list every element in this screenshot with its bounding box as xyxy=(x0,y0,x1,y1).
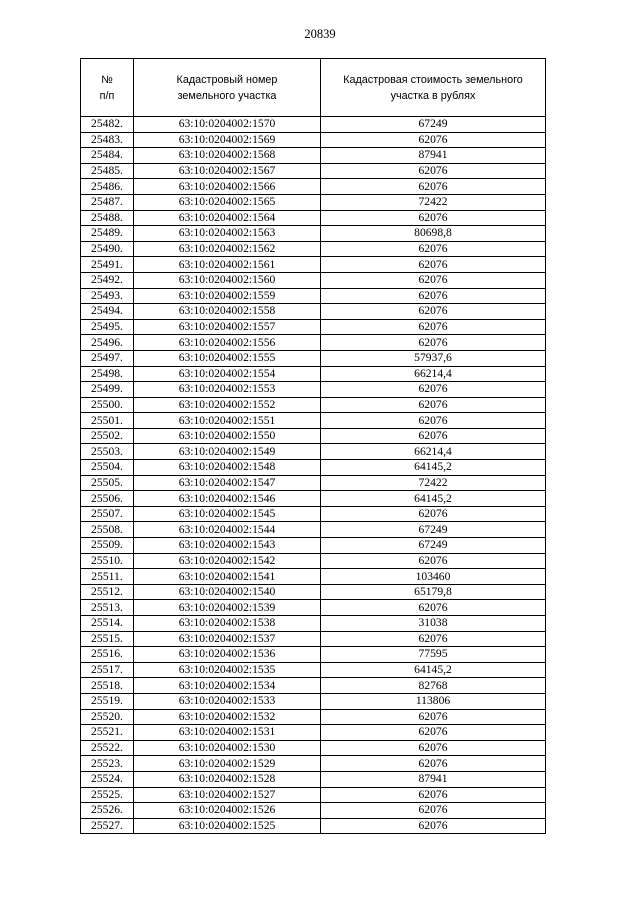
cell-row-number: 25490. xyxy=(81,241,134,257)
cell-row-number: 25485. xyxy=(81,163,134,179)
cell-row-number: 25515. xyxy=(81,631,134,647)
cell-cadastral-number: 63:10:0204002:1532 xyxy=(134,709,321,725)
cell-cadastral-value: 64145,2 xyxy=(321,460,546,476)
cell-cadastral-value: 62076 xyxy=(321,132,546,148)
cell-row-number: 25486. xyxy=(81,179,134,195)
table-row xyxy=(81,787,546,803)
table-row xyxy=(81,257,546,273)
header-line: участка в рублях xyxy=(390,89,476,102)
cell-row-number: 25513. xyxy=(81,600,134,616)
cell-cadastral-value: 77595 xyxy=(321,647,546,663)
table-row xyxy=(81,616,546,632)
cell-cadastral-value: 64145,2 xyxy=(321,491,546,507)
cell-cadastral-number: 63:10:0204002:1552 xyxy=(134,397,321,413)
cell-cadastral-value: 62076 xyxy=(321,304,546,320)
cell-cadastral-number: 63:10:0204002:1538 xyxy=(134,616,321,632)
cell-cadastral-value: 67249 xyxy=(321,117,546,133)
cell-row-number: 25525. xyxy=(81,787,134,803)
cell-row-number: 25512. xyxy=(81,584,134,600)
table-row xyxy=(81,506,546,522)
table-row xyxy=(81,132,546,148)
cell-row-number: 25504. xyxy=(81,460,134,476)
table-row xyxy=(81,491,546,507)
cell-cadastral-number: 63:10:0204002:1567 xyxy=(134,163,321,179)
cell-cadastral-number: 63:10:0204002:1557 xyxy=(134,319,321,335)
cell-cadastral-value: 62076 xyxy=(321,179,546,195)
cell-row-number: 25526. xyxy=(81,803,134,819)
cell-row-number: 25521. xyxy=(81,725,134,741)
header-cadastral-number xyxy=(134,59,321,117)
cell-cadastral-number: 63:10:0204002:1550 xyxy=(134,428,321,444)
cell-cadastral-value: 80698,8 xyxy=(321,226,546,242)
cell-cadastral-value: 66214,4 xyxy=(321,444,546,460)
cell-row-number: 25509. xyxy=(81,538,134,554)
table-row xyxy=(81,569,546,585)
cell-cadastral-number: 63:10:0204002:1566 xyxy=(134,179,321,195)
cell-cadastral-value: 72422 xyxy=(321,194,546,210)
cell-cadastral-number: 63:10:0204002:1529 xyxy=(134,756,321,772)
header-line: Кадастровая стоимость земельного xyxy=(343,73,523,86)
header-line: Кадастровый номер xyxy=(176,73,278,86)
cell-row-number: 25514. xyxy=(81,616,134,632)
table-row xyxy=(81,647,546,663)
cell-cadastral-value: 57937,6 xyxy=(321,350,546,366)
table-row xyxy=(81,335,546,351)
table-row xyxy=(81,725,546,741)
cell-cadastral-number: 63:10:0204002:1559 xyxy=(134,288,321,304)
cell-cadastral-value: 66214,4 xyxy=(321,366,546,382)
cell-cadastral-number: 63:10:0204002:1539 xyxy=(134,600,321,616)
cell-cadastral-value: 62076 xyxy=(321,818,546,834)
table-header-row xyxy=(81,59,546,117)
cell-cadastral-value: 82768 xyxy=(321,678,546,694)
table-row xyxy=(81,179,546,195)
cell-cadastral-number: 63:10:0204002:1555 xyxy=(134,350,321,366)
cell-cadastral-number: 63:10:0204002:1526 xyxy=(134,803,321,819)
cell-cadastral-value: 62076 xyxy=(321,553,546,569)
cell-row-number: 25498. xyxy=(81,366,134,382)
cell-row-number: 25506. xyxy=(81,491,134,507)
cell-cadastral-value: 62076 xyxy=(321,241,546,257)
cell-row-number: 25499. xyxy=(81,382,134,398)
cell-row-number: 25523. xyxy=(81,756,134,772)
cell-cadastral-number: 63:10:0204002:1542 xyxy=(134,553,321,569)
table-row xyxy=(81,538,546,554)
cell-cadastral-value: 67249 xyxy=(321,538,546,554)
table-row xyxy=(81,366,546,382)
table-row xyxy=(81,756,546,772)
table-row xyxy=(81,584,546,600)
cell-cadastral-value: 62076 xyxy=(321,756,546,772)
cell-cadastral-number: 63:10:0204002:1564 xyxy=(134,210,321,226)
cell-cadastral-value: 62076 xyxy=(321,600,546,616)
table-row xyxy=(81,709,546,725)
table-row xyxy=(81,319,546,335)
table-row xyxy=(81,428,546,444)
cell-cadastral-value: 62076 xyxy=(321,709,546,725)
table-row xyxy=(81,413,546,429)
table-row xyxy=(81,678,546,694)
cell-cadastral-value: 113806 xyxy=(321,693,546,709)
cell-cadastral-value: 62076 xyxy=(321,272,546,288)
table-row xyxy=(81,397,546,413)
cell-cadastral-number: 63:10:0204002:1560 xyxy=(134,272,321,288)
cell-cadastral-value: 62076 xyxy=(321,257,546,273)
cell-cadastral-number: 63:10:0204002:1568 xyxy=(134,148,321,164)
table-row xyxy=(81,818,546,834)
cell-cadastral-number: 63:10:0204002:1535 xyxy=(134,662,321,678)
cell-cadastral-value: 62076 xyxy=(321,725,546,741)
header-cadastral-value xyxy=(321,59,546,117)
cell-row-number: 25495. xyxy=(81,319,134,335)
cell-cadastral-value: 31038 xyxy=(321,616,546,632)
cell-row-number: 25489. xyxy=(81,226,134,242)
cell-cadastral-value: 67249 xyxy=(321,522,546,538)
table-row xyxy=(81,210,546,226)
cell-cadastral-number: 63:10:0204002:1558 xyxy=(134,304,321,320)
cell-row-number: 25508. xyxy=(81,522,134,538)
cell-row-number: 25487. xyxy=(81,194,134,210)
table-row xyxy=(81,163,546,179)
cell-row-number: 25496. xyxy=(81,335,134,351)
cell-row-number: 25522. xyxy=(81,740,134,756)
table-row xyxy=(81,475,546,491)
cell-row-number: 25503. xyxy=(81,444,134,460)
table-row xyxy=(81,241,546,257)
cell-cadastral-value: 103460 xyxy=(321,569,546,585)
table-row xyxy=(81,382,546,398)
table-row xyxy=(81,148,546,164)
cell-row-number: 25505. xyxy=(81,475,134,491)
table-row xyxy=(81,288,546,304)
cell-row-number: 25494. xyxy=(81,304,134,320)
cell-cadastral-value: 62076 xyxy=(321,210,546,226)
cell-cadastral-number: 63:10:0204002:1551 xyxy=(134,413,321,429)
table-row xyxy=(81,771,546,787)
cell-row-number: 25520. xyxy=(81,709,134,725)
cell-cadastral-number: 63:10:0204002:1543 xyxy=(134,538,321,554)
cell-row-number: 25507. xyxy=(81,506,134,522)
cell-cadastral-value: 62076 xyxy=(321,740,546,756)
cell-cadastral-number: 63:10:0204002:1527 xyxy=(134,787,321,803)
cell-cadastral-value: 87941 xyxy=(321,771,546,787)
cell-cadastral-number: 63:10:0204002:1531 xyxy=(134,725,321,741)
cell-cadastral-number: 63:10:0204002:1525 xyxy=(134,818,321,834)
header-line: земельного участка xyxy=(177,89,277,102)
cell-row-number: 25527. xyxy=(81,818,134,834)
cell-cadastral-value: 62076 xyxy=(321,803,546,819)
table-row xyxy=(81,553,546,569)
cell-cadastral-value: 64145,2 xyxy=(321,662,546,678)
cell-row-number: 25518. xyxy=(81,678,134,694)
cell-cadastral-number: 63:10:0204002:1530 xyxy=(134,740,321,756)
table-row xyxy=(81,803,546,819)
cell-cadastral-number: 63:10:0204002:1537 xyxy=(134,631,321,647)
cell-row-number: 25488. xyxy=(81,210,134,226)
cell-row-number: 25500. xyxy=(81,397,134,413)
table-row xyxy=(81,194,546,210)
header-line: п/п xyxy=(99,89,115,102)
table-row xyxy=(81,693,546,709)
cell-cadastral-value: 62076 xyxy=(321,319,546,335)
cell-row-number: 25491. xyxy=(81,257,134,273)
table-row xyxy=(81,460,546,476)
table-body xyxy=(81,117,546,834)
cell-row-number: 25483. xyxy=(81,132,134,148)
cell-cadastral-number: 63:10:0204002:1549 xyxy=(134,444,321,460)
cell-cadastral-number: 63:10:0204002:1569 xyxy=(134,132,321,148)
cell-cadastral-number: 63:10:0204002:1561 xyxy=(134,257,321,273)
table-row xyxy=(81,117,546,133)
table-row xyxy=(81,600,546,616)
cell-cadastral-number: 63:10:0204002:1541 xyxy=(134,569,321,585)
cell-row-number: 25493. xyxy=(81,288,134,304)
cell-cadastral-value: 72422 xyxy=(321,475,546,491)
cell-row-number: 25497. xyxy=(81,350,134,366)
cell-cadastral-number: 63:10:0204002:1533 xyxy=(134,693,321,709)
cell-row-number: 25524. xyxy=(81,771,134,787)
cell-cadastral-value: 62076 xyxy=(321,428,546,444)
cell-row-number: 25517. xyxy=(81,662,134,678)
cell-cadastral-value: 62076 xyxy=(321,335,546,351)
table-row xyxy=(81,350,546,366)
cell-row-number: 25484. xyxy=(81,148,134,164)
table-row xyxy=(81,522,546,538)
table-row xyxy=(81,740,546,756)
cell-cadastral-value: 62076 xyxy=(321,787,546,803)
cell-row-number: 25501. xyxy=(81,413,134,429)
page-number: 20839 xyxy=(304,27,336,41)
cell-cadastral-value: 62076 xyxy=(321,506,546,522)
table-row xyxy=(81,662,546,678)
cell-row-number: 25519. xyxy=(81,693,134,709)
cell-cadastral-number: 63:10:0204002:1528 xyxy=(134,771,321,787)
cell-cadastral-number: 63:10:0204002:1547 xyxy=(134,475,321,491)
cell-row-number: 25510. xyxy=(81,553,134,569)
cell-cadastral-number: 63:10:0204002:1534 xyxy=(134,678,321,694)
cell-row-number: 25511. xyxy=(81,569,134,585)
cell-cadastral-value: 62076 xyxy=(321,288,546,304)
cell-cadastral-value: 62076 xyxy=(321,413,546,429)
header-line: № xyxy=(101,73,113,86)
cell-cadastral-number: 63:10:0204002:1553 xyxy=(134,382,321,398)
cell-cadastral-number: 63:10:0204002:1556 xyxy=(134,335,321,351)
cell-cadastral-value: 87941 xyxy=(321,148,546,164)
cadastral-value-table xyxy=(80,58,546,834)
table-row xyxy=(81,444,546,460)
cell-cadastral-number: 63:10:0204002:1544 xyxy=(134,522,321,538)
table-row xyxy=(81,272,546,288)
cell-cadastral-number: 63:10:0204002:1536 xyxy=(134,647,321,663)
cell-row-number: 25516. xyxy=(81,647,134,663)
cell-cadastral-number: 63:10:0204002:1548 xyxy=(134,460,321,476)
cell-cadastral-value: 65179,8 xyxy=(321,584,546,600)
cell-cadastral-number: 63:10:0204002:1546 xyxy=(134,491,321,507)
cell-cadastral-number: 63:10:0204002:1565 xyxy=(134,194,321,210)
cell-cadastral-value: 62076 xyxy=(321,382,546,398)
header-row-number xyxy=(81,59,134,117)
cell-row-number: 25492. xyxy=(81,272,134,288)
table-row xyxy=(81,304,546,320)
cell-cadastral-value: 62076 xyxy=(321,397,546,413)
cell-cadastral-number: 63:10:0204002:1570 xyxy=(134,117,321,133)
cell-cadastral-number: 63:10:0204002:1563 xyxy=(134,226,321,242)
cell-cadastral-number: 63:10:0204002:1540 xyxy=(134,584,321,600)
cell-row-number: 25502. xyxy=(81,428,134,444)
cell-cadastral-number: 63:10:0204002:1545 xyxy=(134,506,321,522)
cell-row-number: 25482. xyxy=(81,117,134,133)
cell-cadastral-number: 63:10:0204002:1562 xyxy=(134,241,321,257)
cell-cadastral-value: 62076 xyxy=(321,163,546,179)
table-row xyxy=(81,226,546,242)
cell-cadastral-value: 62076 xyxy=(321,631,546,647)
cell-cadastral-number: 63:10:0204002:1554 xyxy=(134,366,321,382)
table-row xyxy=(81,631,546,647)
